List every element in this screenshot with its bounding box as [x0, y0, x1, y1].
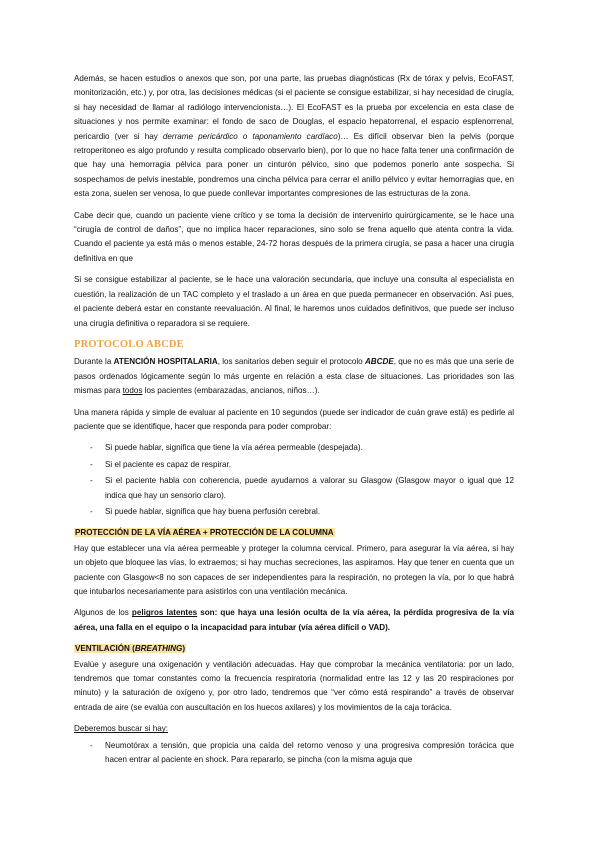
paragraph-diagnostics: Además, se hacen estudios o anexos que son, por una parte, las pruebas diagnósticas (Rx de tórax y pelvis, EcoFAST, monitorización, etc.) y, por otra, las decisiones médicas (si el paciente se consigue estabilizar, si hay necesidad de cirugía, si hay necesidad de llamar al radiólogo intervencionista…). El EcoFAST es la prueba por excelencia en esta clase de situaciones y nos permite examinar: el fondo de saco de Douglas, el espacio hepatorrenal, el espacio esplenorrenal, pericardio (ver si hay derrame pericárdico o taponamiento cardíaco)… Es difícil observar bien la pelvis (porque retroperitoneo es algo profundo y resulta complicado observarlo bien), por lo que no hace falta tener una confirmación de que hay una hemorragia pélvica para poner un cinturón pélvico, sino que podemos ponerlo ante sospecha. Si sospechamos de pelvis inestable, pondremos una cincha pélvica para cerrar el anillo pélvico y evitar hemorragias que, en esta zona, suelen ser venosa, lo que puede conllevar importantes compresiones de las estructuras de la zona.	[74, 74, 514, 199]
paragraph-ventilation: Evalúe y asegure una oxigenación y ventilación adecuadas. Hay que comprobar la mecánica ventilatoria: por un lado, tendremos que tomar constantes como la frecuencia respiratoria (normalidad entre las 12 y las 20 respiraciones por minuto) y la saturación de oxígeno y, por otro lado, tendremos que “ver cómo está respirando” a través de observar entrada de aire (se evalúa con auscultación en los huecos axilares) y los movimientos de la caja torácica.	[74, 659, 514, 712]
paragraph-quick-evaluation: Una manera rápida y simple de evaluar al paciente en 10 segundos (puede ser indicador de cuán grave está) es pedirle al paciente que se identifique, hacer que responda para poder comprobar:	[74, 407, 514, 431]
paragraph-airway: Hay que establecer una vía aérea permeable y proteger la columna cervical. Primero, para asegurar la vía aérea, si hay un objeto que bloquee las vías, lo extraemos; si hay muchas secreciones, las aspiramos. Hay que tener en cuenta que un paciente con Glasgow<8 no son capaces de ser independientes para la respiración, no protegen la vía, por lo que habrá que intubarlos necesariamente para asistirlos con una ventilación mecánica.	[74, 543, 514, 596]
paragraph-latent-dangers: Algunos de los peligros latentes son: que haya una lesión oculta de la vía aérea, la pérdida progresiva de la vía aérea, una falla en el equipo o la incapacidad para intubar (vía aérea difícil o VAD).	[74, 608, 514, 632]
heading-ventilation: VENTILACIÓN (BREATHING)	[75, 644, 186, 654]
evaluation-list	[74, 441, 514, 519]
list-item: - Si el paciente habla con coherencia, puede ayudarnos a valorar su Glasgow (Glasgow mayor o igual que 12 indica que hay un sensorio claro).	[90, 476, 514, 500]
list-item: - Neumotórax a tensión, que propicia una caída del retorno venoso y una progresiva compresión torácica que hacen entrar al paciente en shock. Para repararlo, se pincha (con la misma aguja que	[90, 740, 514, 765]
paragraph-search-for: Deberemos buscar si hay:	[74, 724, 169, 734]
paragraph-hospital-attention: Durante la ATENCIÓN HOSPITALARIA, los sanitarios deben seguir el protocolo ABCDE, que no es más que una serie de pasos ordenados lógicamente según lo más urgente en relación a esta clase de situaciones. Las prioridades son las mismas para todos los pacientes (embarazadas, ancianos, niños…).	[74, 357, 515, 396]
section-title-abcde: PROTOCOLO ABCDE	[74, 338, 184, 350]
list-item: - Si puede hablar, significa que tiene la vía aérea permeable (despejada).	[90, 443, 363, 453]
paragraph-damage-control: Cabe decir que, cuando un paciente viene crítico y se toma la decisión de intervenirlo quirúrgicamente, se le hace una “cirugía de control de daños”, que no implica hacer reparaciones, sino solo se frena aquello que atenta contra la vida. Cuando el paciente ya está más o menos estable, 24-72 horas después de la primera cirugía, se pasa a hacer una cirugía definitiva en que	[74, 210, 514, 263]
heading-airway: PROTECCIÓN DE LA VÍA AÉREA + PROTECCIÓN DE LA COLUMNA	[75, 528, 334, 538]
list-item: - Si el paciente es capaz de respirar.	[90, 459, 231, 469]
list-item: - Si puede hablar, significa que hay buena perfusión cerebral.	[90, 506, 321, 516]
paragraph-secondary-assessment: Si se consigue estabilizar al paciente, se le hace una valoración secundaria, que incluye una consulta al especialista en cuestión, la realización de un TAC completo y el traslado a un área en que pueda permanecer en observación. Así pues, el paciente deberá estar en constante reevaluación. Al final, le haremos unos cuidados definitivos, que puede ser incluso una cirugía definitiva o reparadora si se requiere.	[74, 275, 514, 328]
search-list	[74, 739, 514, 768]
